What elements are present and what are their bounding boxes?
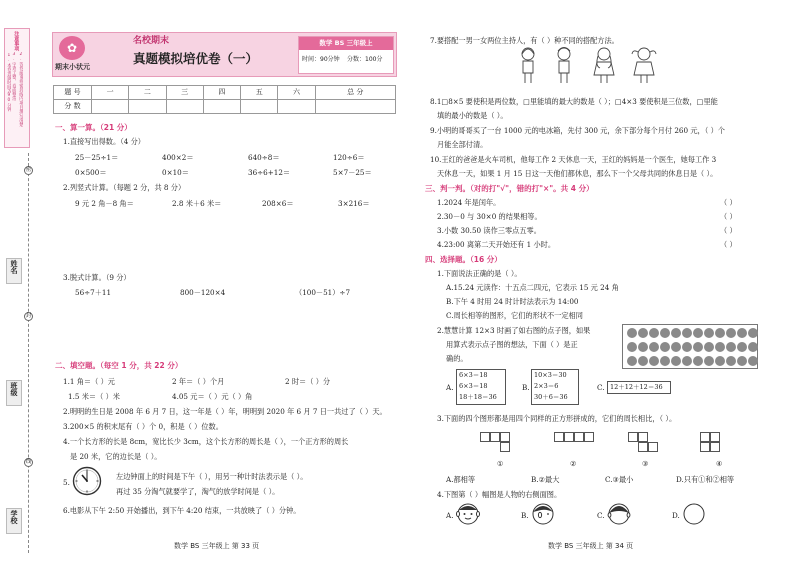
shape-3-square bbox=[648, 442, 658, 452]
f5-a: 左边钟面上的时间是下午（ ），用另一种计时法表示是（ ）。 bbox=[116, 472, 308, 481]
f4-b: 是 20 米，它的边长是（ ）。 bbox=[70, 452, 162, 461]
shape-1-square bbox=[500, 442, 510, 452]
score-table bbox=[53, 85, 396, 114]
shape-num: ② bbox=[570, 459, 577, 468]
c4-opt-a: A. bbox=[446, 511, 454, 520]
judge-4-answer[interactable]: （ ） bbox=[720, 240, 737, 249]
notes-box bbox=[4, 28, 30, 148]
notes-line-3: 3.字迹工整，卷面整洁 bbox=[11, 52, 17, 101]
grid-dot bbox=[715, 356, 725, 366]
a-line: 6×3＝18 bbox=[459, 382, 488, 390]
grid-dot bbox=[737, 356, 747, 366]
shape-1-square bbox=[490, 432, 500, 442]
grid-dot bbox=[649, 356, 659, 366]
r9-b: 月能全部付清。 bbox=[437, 140, 488, 149]
face-back-icon bbox=[607, 502, 631, 526]
th-label: 题 号 bbox=[54, 86, 92, 100]
choice-2-c: 确的。 bbox=[446, 354, 468, 363]
grid-dot bbox=[627, 342, 637, 352]
face-outline-icon bbox=[682, 502, 706, 526]
c4-opt-c: C. bbox=[597, 511, 605, 520]
shape-4-square bbox=[710, 432, 720, 442]
score-info: 分数：100分 bbox=[347, 56, 383, 63]
r10-a: 10.王红的爸爸是火车司机，他每工作 2 天休息一天，王红的妈妈是一个医生，她每工作 3 bbox=[430, 155, 717, 164]
q2-item: 3×216＝ bbox=[338, 199, 370, 208]
grid-dot bbox=[660, 328, 670, 338]
q2-title: 2.列竖式计算。（每题 2 分，共 8 分） bbox=[63, 183, 186, 192]
brand-small: 名校期末 bbox=[133, 36, 170, 46]
score-cell[interactable] bbox=[92, 100, 129, 114]
grid-dot bbox=[704, 328, 714, 338]
r8-a: 8.1□8×5 要使积是两位数，□里能填的最大的数是（ ）；□4×3 要使积是三位数，□里能 bbox=[430, 97, 718, 106]
seal-mark-3: 线 bbox=[25, 459, 32, 465]
choice-2-c-box bbox=[607, 381, 671, 394]
grid-dot bbox=[693, 328, 703, 338]
exam-header bbox=[52, 32, 397, 77]
q1-item: 640÷8＝ bbox=[248, 153, 280, 162]
grid-dot bbox=[704, 356, 714, 366]
q1-title: 1.直接写出得数。（4 分） bbox=[63, 137, 145, 146]
f6: 6.电影从下午 2:50 开始播出，到下午 4:20 结束，一共放映了（ ）分钟。 bbox=[63, 506, 301, 515]
shape-1-square bbox=[500, 432, 510, 442]
time-info: 时间：90分钟 bbox=[302, 56, 340, 63]
footer-left: 数学 BS 三年级上 第 33 页 bbox=[174, 542, 260, 550]
notes-line-2-visible: 2.答卷前请将密封线内项目填写清楚 bbox=[18, 52, 24, 127]
grid-dot bbox=[627, 356, 637, 366]
grid-dot bbox=[638, 356, 648, 366]
q3-item: 56÷7＋11 bbox=[75, 288, 112, 297]
f3: 3.200×5 的积末尾有（ ）个 0，积是（ ）位数。 bbox=[63, 422, 223, 431]
score-cell[interactable] bbox=[278, 100, 315, 114]
choice-2-b: 用算式表示点子图的想法，下面（ ）是正 bbox=[446, 340, 578, 349]
grid-dot bbox=[693, 356, 703, 366]
grid-dot bbox=[726, 328, 736, 338]
r8-b: 填的最小的数是（ ）。 bbox=[437, 111, 508, 120]
shape-4-square bbox=[700, 442, 710, 452]
shape-num: ③ bbox=[642, 459, 649, 468]
th-5: 五 bbox=[241, 86, 278, 100]
seal-mark-1: 密 bbox=[25, 167, 32, 173]
choice-1-c: C.周长相等的图形，它们的形状不一定相同 bbox=[446, 311, 583, 320]
logo-icon: ✿ bbox=[59, 36, 85, 60]
exam-title: 真题模拟培优卷（一） bbox=[133, 51, 259, 66]
choice-3-d: D.只有①和②相等 bbox=[676, 475, 735, 484]
q3-item: 800－120×4 bbox=[180, 288, 226, 297]
r9-a: 9.小明的哥哥买了一台 1000 元的电冰箱，先付 300 元，余下部分每个月付 260 元，（ ）个 bbox=[430, 126, 725, 135]
c4-opt-b: B. bbox=[521, 511, 529, 520]
choice-3-a: A.都相等 bbox=[446, 475, 476, 484]
f1-a: 1.1 角＝（ ）元 bbox=[63, 377, 115, 386]
choice-2-a-label: A. bbox=[446, 383, 454, 392]
notes-line-1: 1.本卷答题时间为90分钟 bbox=[6, 53, 12, 112]
choice-2-b-box bbox=[531, 369, 579, 405]
grid-dot bbox=[671, 356, 681, 366]
grid-dot bbox=[682, 356, 692, 366]
section-2-title: 二、填空题。（每空 1 分，共 22 分） bbox=[55, 361, 183, 370]
score-cell[interactable] bbox=[241, 100, 278, 114]
section-1-title: 一、算一算。（21 分） bbox=[55, 123, 132, 132]
grid-dot bbox=[638, 342, 648, 352]
info-box bbox=[298, 36, 394, 74]
binding-strip bbox=[4, 28, 30, 558]
seal-dash-line bbox=[28, 153, 29, 553]
kids-illustration bbox=[512, 44, 672, 86]
score-cell[interactable] bbox=[203, 100, 240, 114]
shape-3-square bbox=[638, 442, 648, 452]
f1-d: 1.5 米＝（ ）米 bbox=[68, 392, 120, 401]
th-2: 二 bbox=[129, 86, 166, 100]
shape-num: ① bbox=[497, 459, 504, 468]
grid-dot bbox=[704, 342, 714, 352]
subject-line: 数学 BS 三年级上 bbox=[299, 37, 393, 50]
grid-dot bbox=[693, 342, 703, 352]
badge: 期末小状元 bbox=[55, 63, 90, 71]
notes-title: 注意事项 bbox=[13, 31, 20, 51]
grid-dot bbox=[660, 342, 670, 352]
shape-3-square bbox=[628, 432, 638, 442]
choice-2-c-label: C. bbox=[597, 383, 605, 392]
grid-dot bbox=[737, 328, 747, 338]
th-4: 四 bbox=[203, 86, 240, 100]
q3-title: 3.脱式计算。（9 分） bbox=[63, 273, 131, 282]
judge-1-answer[interactable]: （ ） bbox=[720, 198, 737, 207]
choice-1: 1.下面说法正确的是（ ）。 bbox=[437, 269, 522, 278]
grid-dot bbox=[748, 342, 758, 352]
school-label: 学校 bbox=[6, 508, 22, 534]
q1-item: 5×7－25＝ bbox=[333, 168, 372, 177]
th-total: 总 分 bbox=[315, 86, 395, 100]
section-3-title: 三、判一判。（对的打"√"，错的打"×"。共 4 分） bbox=[425, 184, 594, 193]
choice-1-b: B.下午 4 时用 24 时计时法表示为 14:00 bbox=[446, 297, 579, 306]
choice-1-a: A.15.24 元读作：十五点二四元，它表示 15 元 24 角 bbox=[446, 283, 619, 292]
f1-e: 4.05 元＝（ ）元（ ）角 bbox=[172, 392, 253, 401]
choice-4: 4.下图第（ ）幅图是人物的右侧面图。 bbox=[437, 490, 562, 499]
class-label: 班级 bbox=[6, 380, 22, 406]
score-cell[interactable] bbox=[315, 100, 395, 114]
q1-item: 36÷6+12＝ bbox=[248, 168, 291, 177]
choice-3-c: C.③最小 bbox=[605, 475, 634, 484]
dot-grid-figure bbox=[622, 324, 758, 369]
f5-b: 再过 35 分淘气就要学了，淘气的放学时间是（ ）。 bbox=[116, 487, 280, 496]
grid-dot bbox=[649, 342, 659, 352]
r10-b: 天休息一天，如果 1 月 15 日这一天他们都休息，那么下一个父母共同的休息日是（ ）。 bbox=[437, 169, 718, 178]
a-line: 6×3＝18 bbox=[459, 371, 488, 379]
judge-2-answer[interactable]: （ ） bbox=[720, 212, 737, 221]
judge-4: 4.23:00 离第二天开始还有 1 小时。 bbox=[437, 240, 556, 249]
face-side-icon bbox=[531, 502, 555, 526]
shape-2-square bbox=[564, 432, 574, 442]
choice-3: 3.下面的四个图形都是用四个同样的正方形拼成的，它们的周长相比，（ ）。 bbox=[437, 414, 677, 423]
q1-item: 120÷6＝ bbox=[333, 153, 365, 162]
grid-dot bbox=[660, 356, 670, 366]
grid-dot bbox=[715, 342, 725, 352]
choice-2-b-label: B. bbox=[522, 383, 530, 392]
grid-dot bbox=[737, 342, 747, 352]
f1-b: 2 年＝（ ）个月 bbox=[172, 377, 225, 386]
q1-item: 25－25÷1＝ bbox=[75, 153, 119, 162]
score-cell[interactable] bbox=[166, 100, 203, 114]
choice-3-b: B.②最大 bbox=[531, 475, 560, 484]
seal-mark-2: 封 bbox=[25, 313, 32, 319]
grid-dot bbox=[682, 328, 692, 338]
q1-item: 0×500＝ bbox=[75, 168, 107, 177]
b-line: 10×3＝30 bbox=[534, 371, 567, 379]
f5-number: 5. bbox=[63, 478, 70, 487]
b-line: 2×3＝6 bbox=[534, 382, 559, 390]
c4-opt-d: D. bbox=[672, 511, 680, 520]
score-row-label: 分 数 bbox=[54, 100, 92, 114]
judge-1: 1.2024 年是闰年。 bbox=[437, 198, 501, 207]
footer-right: 数学 BS 三年级上 第 34 页 bbox=[548, 542, 634, 550]
judge-3: 3.小数 30.50 读作三零点五零。 bbox=[437, 226, 541, 235]
grid-dot bbox=[671, 328, 681, 338]
grid-dot bbox=[748, 356, 758, 366]
th-6: 六 bbox=[278, 86, 315, 100]
score-cell[interactable] bbox=[129, 100, 166, 114]
shape-2-square bbox=[554, 432, 564, 442]
grid-dot bbox=[726, 356, 736, 366]
grid-dot bbox=[649, 328, 659, 338]
shape-4-square bbox=[700, 432, 710, 442]
q1-item: 400×2＝ bbox=[162, 153, 194, 162]
name-label: 姓名 bbox=[6, 258, 22, 284]
grid-dot bbox=[671, 342, 681, 352]
q3-item: （100－51）÷7 bbox=[295, 288, 351, 297]
judge-2: 2.30－0 与 30×0 的结果相等。 bbox=[437, 212, 542, 221]
q2-item: 9 元 2 角－8 角＝ bbox=[75, 199, 134, 208]
f1-c: 2 时＝（ ）分 bbox=[285, 377, 331, 386]
b-line: 30＋6＝36 bbox=[534, 393, 568, 401]
shape-2-square bbox=[584, 432, 594, 442]
shape-4-square bbox=[710, 442, 720, 452]
shape-2-square bbox=[574, 432, 584, 442]
th-3: 三 bbox=[166, 86, 203, 100]
grid-dot bbox=[715, 328, 725, 338]
f4-a: 4.一个长方形的长是 8cm，宽比长少 3cm，这个长方形的周长是（ ），一个正方形的周长 bbox=[63, 437, 349, 446]
q1-item: 0×10＝ bbox=[162, 168, 189, 177]
shape-3-square bbox=[638, 432, 648, 442]
grid-dot bbox=[682, 342, 692, 352]
square-shapes bbox=[470, 428, 750, 458]
grid-dot bbox=[627, 328, 637, 338]
r7: 7.要搭配一男一女两位主持人，有（ ）种不同的搭配方法。 bbox=[430, 36, 619, 45]
shape-1-square bbox=[480, 432, 490, 442]
grid-dot bbox=[638, 328, 648, 338]
th-1: 一 bbox=[92, 86, 129, 100]
choice-2-a: 2.慧慧计算 12×3 时画了如右图的点子图，如果 bbox=[437, 326, 591, 335]
grid-dot bbox=[748, 328, 758, 338]
face-front-icon bbox=[456, 502, 480, 526]
judge-3-answer[interactable]: （ ） bbox=[720, 226, 737, 235]
a-line: 18＋18＝36 bbox=[459, 393, 497, 401]
clock-icon bbox=[72, 466, 102, 496]
q2-item: 2.8 米＋6 米＝ bbox=[172, 199, 222, 208]
q2-item: 208×6＝ bbox=[262, 199, 294, 208]
section-4-title: 四、选择题。（16 分） bbox=[425, 255, 502, 264]
shape-num: ④ bbox=[716, 459, 723, 468]
f2: 2.明明的生日是 2008 年 6 月 7 日，这一年是（ ）年，明明到 2020 年 6 月 7 日一共过了（ ）天。 bbox=[63, 407, 387, 416]
grid-dot bbox=[726, 342, 736, 352]
c-line: 12＋12＋12＝36 bbox=[610, 383, 663, 391]
choice-2-a-box bbox=[456, 369, 506, 405]
